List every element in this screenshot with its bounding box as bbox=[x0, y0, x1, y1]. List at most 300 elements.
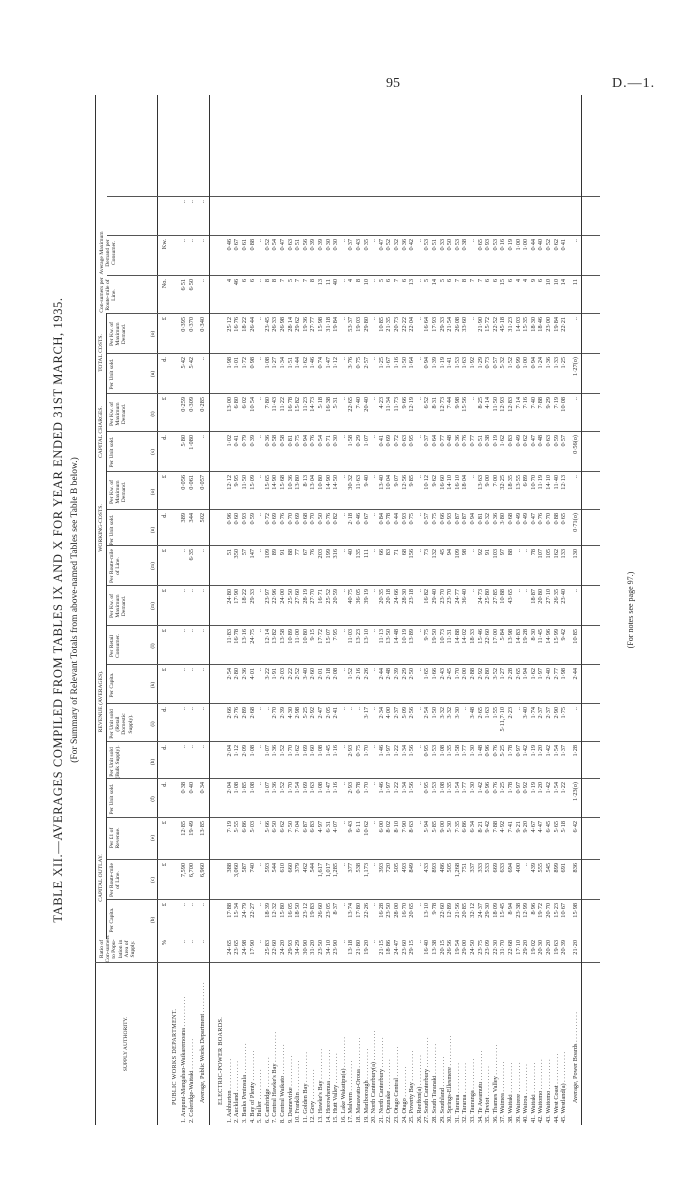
table-cell: 16·64 bbox=[423, 317, 431, 332]
table-cell: 18·50 bbox=[294, 903, 302, 918]
unit-label: d. bbox=[161, 513, 168, 518]
table-cell: 0·37 bbox=[423, 435, 431, 447]
table-cell: 1·75 bbox=[560, 707, 568, 719]
table-cell: 24·20 bbox=[279, 940, 286, 955]
table-cell: 16·82 bbox=[423, 589, 431, 604]
table-cell: 0·056 bbox=[180, 475, 187, 490]
table-cell: 9·29 bbox=[545, 397, 552, 409]
table-cell: 26·98 bbox=[279, 317, 286, 332]
unit-label: £ bbox=[161, 549, 168, 553]
total-costs-group-header: TOTAL COSTS. bbox=[98, 334, 104, 372]
table-cell: 400 bbox=[514, 863, 522, 873]
table-cell: 8·31 bbox=[431, 397, 438, 409]
table-cell: 2·37 bbox=[393, 707, 400, 719]
table-cell: 43·65 bbox=[507, 589, 514, 604]
table-cell: 0·67 bbox=[233, 239, 241, 251]
table-cell: 0·30 bbox=[332, 435, 340, 447]
table-cell: 28·30 bbox=[400, 589, 408, 604]
table-cell: 7·88 bbox=[537, 397, 545, 409]
table-cell: 1·97 bbox=[385, 782, 393, 794]
authority-name: 41. Waitaki . . . . . . . . . . bbox=[529, 1062, 537, 1123]
table-cell: .. bbox=[370, 863, 378, 867]
table-cell: 4·30 bbox=[286, 707, 294, 719]
table-cell: 2·98 bbox=[294, 707, 302, 719]
column-letter: (e) bbox=[150, 834, 156, 842]
table-cell: 1·70 bbox=[362, 745, 370, 757]
table-cell: .. bbox=[370, 513, 378, 517]
table-cell: 505 bbox=[393, 863, 400, 873]
table-cell: .. bbox=[199, 200, 207, 204]
table-cell: 3·30 bbox=[453, 707, 461, 719]
table-cell: 5·31 bbox=[332, 397, 340, 409]
average-row bbox=[572, 95, 579, 1125]
table-cell: .. bbox=[256, 239, 264, 243]
table-cell: 132 bbox=[431, 549, 438, 559]
table-cell: 0·70 bbox=[286, 513, 294, 525]
table-row bbox=[492, 95, 499, 1125]
table-cell: 31·23 bbox=[507, 317, 514, 332]
table-cell: .. bbox=[415, 549, 423, 553]
table-cell: 6·50 bbox=[271, 821, 279, 833]
table-cell: 23·05 bbox=[324, 903, 332, 918]
table-cell: .. bbox=[415, 279, 423, 283]
table-cell: .. bbox=[571, 239, 579, 243]
table-cell: .. bbox=[469, 589, 476, 593]
table-cell: 13·23 bbox=[355, 629, 362, 644]
column-header: Per Unit sold (Bulk Supply). bbox=[109, 745, 122, 779]
column-header: Per Capita. bbox=[109, 672, 115, 698]
table-cell: 2·40 bbox=[545, 668, 552, 680]
table-cell: .. bbox=[256, 668, 264, 672]
table-cell: 0·63 bbox=[545, 435, 552, 447]
table-cell: .. bbox=[370, 821, 378, 825]
table-cell: 0·92 bbox=[522, 782, 530, 794]
table-cell: 0·50 bbox=[317, 513, 324, 525]
table-cell: .. bbox=[187, 239, 195, 243]
table-cell: 18·22 bbox=[241, 317, 248, 332]
table-cell: 2·28 bbox=[507, 668, 514, 680]
table-cell: 0·56 bbox=[301, 239, 309, 251]
table-cell: 669 bbox=[491, 863, 499, 873]
table-cell: 13 bbox=[317, 279, 324, 286]
table-cell: 660 bbox=[286, 863, 294, 873]
table-cell: 21·56 bbox=[453, 903, 461, 918]
table-cell: 26·56 bbox=[446, 940, 454, 955]
table-cell: 17·10 bbox=[514, 940, 522, 955]
table-cell: 0·93 bbox=[241, 513, 248, 525]
unit-label: £ bbox=[161, 475, 168, 479]
table-cell: 0·39 bbox=[248, 435, 256, 447]
table-cell: .. bbox=[370, 745, 378, 749]
table-cell: 0·76 bbox=[279, 513, 286, 525]
unit-label: £ bbox=[161, 317, 168, 321]
table-cell: 6·02 bbox=[241, 397, 248, 409]
table-cell: 1·72 bbox=[241, 357, 248, 369]
table-cell: 15·80 bbox=[279, 903, 286, 918]
column-header: Per Route-mile of Line. bbox=[109, 548, 122, 584]
table-cell: 20·30 bbox=[537, 940, 545, 955]
column-letter: (i) bbox=[150, 721, 156, 727]
unit-label: £ bbox=[161, 668, 168, 672]
table-cell: 0·48 bbox=[446, 435, 454, 447]
table-cell: 1·08 bbox=[263, 357, 271, 369]
table-cell: 0·38 bbox=[180, 782, 187, 794]
unit-label: Kw. bbox=[161, 239, 168, 250]
table-cell: 333 bbox=[476, 863, 484, 873]
table-cell: 1·60 bbox=[309, 745, 317, 757]
table-cell: 11·03 bbox=[347, 629, 355, 644]
table-cell: 15 bbox=[499, 279, 507, 286]
table-cell: 2·04 bbox=[225, 745, 233, 757]
table-cell: 1·00 bbox=[522, 239, 530, 251]
table-cell: 16·78 bbox=[233, 629, 241, 644]
table-cell: .. bbox=[571, 589, 579, 593]
table-cell: 5·18 bbox=[560, 821, 568, 833]
table-cell: 1·50 bbox=[400, 357, 408, 369]
column-letter: (o) bbox=[150, 488, 156, 496]
table-cell: .. bbox=[199, 707, 207, 711]
table-cell: 1·77 bbox=[461, 782, 469, 794]
table-cell: .. bbox=[415, 629, 423, 633]
table-cell: 486 bbox=[438, 863, 446, 873]
column-header: Per Route-mile of Line. bbox=[109, 862, 122, 898]
table-cell: 2·88 bbox=[469, 668, 476, 680]
unit-label: £ bbox=[161, 589, 168, 593]
table-cell: 9·15 bbox=[309, 629, 317, 641]
table-cell: 40·75 bbox=[347, 589, 355, 604]
table-cell: 25·83 bbox=[263, 940, 271, 955]
table-cell: 0·34 bbox=[199, 782, 207, 794]
authority-name: 37. Waimea . . . . . . . . . . bbox=[499, 1061, 507, 1123]
table-cell: 19·84 bbox=[332, 317, 340, 332]
table-cell: 88 bbox=[286, 549, 294, 556]
authority-name: 8. Central Waikato . . . . . . . . . . bbox=[279, 1044, 286, 1123]
table-cell: 22·22 bbox=[400, 317, 408, 332]
table-row bbox=[522, 95, 529, 1125]
table-cell: .. bbox=[180, 589, 187, 593]
table-cell: .. bbox=[187, 668, 195, 672]
table-cell: 1·94 bbox=[522, 668, 530, 680]
table-cell: 16·38 bbox=[324, 397, 332, 412]
table-cell: 2·65 bbox=[514, 668, 522, 680]
table-cell: 0·82 bbox=[332, 513, 340, 525]
table-cell: .. bbox=[339, 397, 347, 401]
table-cell: 13·04 bbox=[309, 475, 317, 490]
table-cell: 6·62 bbox=[279, 821, 286, 833]
table-cell: 0·88 bbox=[248, 239, 256, 251]
table-cell: 610 bbox=[279, 863, 286, 873]
table-cell: 13·55 bbox=[514, 475, 522, 490]
table-title: TABLE XII.—AVERAGES COMPILED FROM TABLES IX AND X FOR YEAR ENDED 31ST MARCH, 1935. bbox=[51, 297, 65, 923]
table-cell: 21·54 bbox=[446, 317, 454, 332]
table-cell: 1·54 bbox=[552, 782, 560, 794]
table-cell: 1·53 bbox=[431, 745, 438, 757]
table-cell: .. bbox=[339, 589, 347, 593]
table-cell: 0·96 bbox=[484, 782, 492, 794]
table-cell: 7·19 bbox=[552, 397, 560, 409]
table-cell: 0·78 bbox=[385, 513, 393, 525]
table-cell: 2·92 bbox=[476, 668, 484, 680]
table-cell: 22·04 bbox=[408, 317, 416, 332]
table-cell: 21·20 bbox=[571, 940, 579, 955]
table-cell: 105 bbox=[545, 549, 552, 559]
table-cell: 83 bbox=[385, 549, 393, 556]
table-cell: 20·70 bbox=[545, 903, 552, 918]
table-cell: 1·25 bbox=[377, 357, 385, 369]
table-cell: 0·93 bbox=[484, 239, 492, 251]
table-cell: 0·96 bbox=[225, 513, 233, 525]
table-cell: 7·40 bbox=[529, 397, 537, 409]
table-cell: 24·80 bbox=[225, 589, 233, 604]
table-cell: 11 bbox=[571, 279, 579, 286]
table-cell: 29·30 bbox=[484, 903, 492, 918]
table-cell: 1·58 bbox=[347, 435, 355, 447]
table-cell: .. bbox=[415, 903, 423, 907]
table-cell: 0·62 bbox=[552, 239, 560, 251]
table-cell: 1·70 bbox=[362, 782, 370, 794]
footer-note: (For notes see page 97.) bbox=[626, 571, 635, 649]
table-cell: 17·00 bbox=[491, 629, 499, 644]
table-cell: 0·19 bbox=[507, 239, 514, 251]
table-row bbox=[507, 95, 514, 1125]
column-letter: (o) bbox=[150, 330, 156, 338]
average-row bbox=[199, 95, 206, 1125]
table-cell: 2·56 bbox=[408, 707, 416, 719]
table-cell: 26·35 bbox=[552, 589, 560, 604]
table-row bbox=[553, 95, 560, 1125]
table-cell: 8·02 bbox=[385, 821, 393, 833]
table-cell: 4 bbox=[225, 279, 233, 283]
table-cell: .. bbox=[256, 549, 264, 553]
table-row bbox=[461, 95, 468, 1125]
table-cell: 1·53 bbox=[431, 782, 438, 794]
table-cell: 0·36 bbox=[453, 435, 461, 447]
table-cell: 4 bbox=[522, 279, 530, 283]
table-cell: 1·92 bbox=[469, 357, 476, 369]
table-cell: 2·66 bbox=[225, 707, 233, 719]
table-cell: 1·45 bbox=[324, 745, 332, 757]
table-cell: 20·40 bbox=[362, 397, 370, 412]
table-cell: 0·69 bbox=[385, 435, 393, 447]
table-cell: 15·34 bbox=[233, 903, 241, 918]
table-cell: 14 bbox=[431, 279, 438, 286]
table-row bbox=[484, 95, 491, 1125]
table-cell: 5·03 bbox=[248, 821, 256, 833]
table-cell: .. bbox=[256, 707, 264, 711]
table-cell: 66 bbox=[377, 549, 385, 556]
table-cell: 0·39 bbox=[309, 239, 317, 251]
table-cell: 337 bbox=[469, 863, 476, 873]
table-cell: 593 bbox=[263, 863, 271, 873]
unit-label: No. bbox=[161, 279, 168, 289]
table-cell: 0·70 bbox=[545, 513, 552, 525]
table-cell: 13·80 bbox=[294, 475, 302, 490]
table-cell: 53·37 bbox=[347, 317, 355, 332]
table-cell: 19·84 bbox=[552, 317, 560, 332]
table-cell: 1·70 bbox=[453, 668, 461, 680]
table-cell: 0·40 bbox=[537, 239, 545, 251]
table-cell: 1·08 bbox=[248, 782, 256, 794]
column-letter: (l) bbox=[150, 643, 156, 649]
table-cell: 39·19 bbox=[362, 589, 370, 604]
table-cell: 28·14 bbox=[286, 317, 294, 332]
table-cell: 10·67 bbox=[560, 903, 568, 918]
table-cell: .. bbox=[347, 707, 355, 711]
table-cell: .. bbox=[187, 903, 195, 907]
table-cell: 11·22 bbox=[279, 397, 286, 412]
table-cell: 1·91 bbox=[271, 668, 279, 680]
table-cell: 4·67 bbox=[529, 821, 537, 833]
table-cell: 0·44 bbox=[529, 239, 537, 251]
table-cell: 7·44 bbox=[446, 397, 454, 409]
table-cell: 0·95 bbox=[423, 782, 431, 794]
authority-name: 9. Dannevirke . . . . . . . . . . bbox=[286, 1055, 294, 1123]
table-cell: 2·50 bbox=[408, 668, 416, 680]
revenue-group-rule bbox=[106, 585, 107, 818]
table-cell: 0·54 bbox=[317, 435, 324, 447]
table-cell: 20·20 bbox=[545, 940, 552, 955]
table-cell: 9·42 bbox=[484, 821, 492, 833]
table-cell: .. bbox=[263, 707, 271, 711]
table-cell: 23·50 bbox=[385, 903, 393, 918]
table-cell: 8·10 bbox=[393, 821, 400, 833]
table-cell: .. bbox=[199, 435, 207, 439]
table-cell: 0·58 bbox=[271, 435, 279, 447]
table-cell: 14·96 bbox=[545, 629, 552, 644]
table-cell: 0·70 bbox=[309, 513, 317, 525]
column-header: Per Unit sold. bbox=[109, 783, 115, 815]
table-cell: 1·53 bbox=[453, 357, 461, 369]
table-cell: 20·85 bbox=[461, 903, 469, 918]
table-cell: 1·52 bbox=[279, 782, 286, 794]
authority-name: 40. Wairoa . . . . . . . . . . bbox=[522, 1064, 530, 1123]
table-cell: 1·62 bbox=[294, 745, 302, 757]
table-cell: 14·03 bbox=[514, 317, 522, 332]
unit-label: d. bbox=[161, 745, 168, 750]
table-cell: 1·29 bbox=[476, 357, 484, 369]
table-cell: 1·01 bbox=[233, 357, 241, 369]
table-cell: 1·24 bbox=[537, 357, 545, 369]
table-cell: 2·89 bbox=[241, 707, 248, 719]
authority-name: 34. Te Awamutu . . . . . . . . . . bbox=[476, 1050, 484, 1123]
table-cell: .. bbox=[199, 279, 207, 283]
table-row bbox=[340, 95, 347, 1125]
table-cell: 24·37 bbox=[476, 903, 484, 918]
table-cell: 8·30 bbox=[529, 629, 537, 641]
table-cell: 0·38 bbox=[484, 435, 492, 447]
table-cell: 0·59 bbox=[552, 435, 560, 447]
table-cell: 4 bbox=[514, 279, 522, 283]
table-cell: 6 bbox=[241, 279, 248, 283]
column-header: Per Kw. of Maximum Demand. bbox=[109, 593, 128, 619]
authority-name: 29. Southland . . . . . . . . . . bbox=[438, 1056, 446, 1123]
table-cell: 21·80 bbox=[355, 940, 362, 955]
unit-label: % bbox=[161, 940, 168, 946]
table-cell: 46 bbox=[233, 279, 241, 286]
page-number: 95 bbox=[386, 76, 400, 91]
table-cell: 1·22 bbox=[393, 782, 400, 794]
table-cell: 1·36 bbox=[545, 357, 552, 369]
table-cell: 6·42 bbox=[571, 821, 579, 833]
table-cell: 6·80 bbox=[233, 397, 241, 409]
table-cell: 316 bbox=[332, 549, 340, 559]
section-heading: ELECTRIC-POWER BOARDS. bbox=[216, 1016, 224, 1105]
table-cell: 18·39 bbox=[263, 903, 271, 918]
table-cell: 0·64 bbox=[431, 435, 438, 447]
table-cell: 10·80 bbox=[301, 629, 309, 644]
table-cell: 0·95 bbox=[423, 745, 431, 757]
authority-name: 26. Reefton(a) . . . . . . . . . . bbox=[415, 1055, 423, 1123]
table-cell: 538 bbox=[355, 863, 362, 873]
table-cell: 2·22 bbox=[286, 668, 294, 680]
table-cell: 3·76 bbox=[347, 357, 355, 369]
table-cell: 1·07 bbox=[362, 435, 370, 447]
table-cell: 6 bbox=[446, 279, 454, 283]
table-cell: 0·46 bbox=[225, 239, 233, 251]
table-cell: .. bbox=[339, 435, 347, 439]
authority-name: 11. Golden Bay . . . . . . . . . . bbox=[301, 1052, 309, 1123]
table-cell: 9·78 bbox=[431, 903, 438, 915]
table-cell: 0·73 bbox=[484, 357, 492, 369]
table-cell: 2·45 bbox=[446, 668, 454, 680]
table-cell: 1·54 bbox=[453, 782, 461, 794]
table-cell: 17·72 bbox=[317, 629, 324, 644]
table-cell: 4 bbox=[347, 279, 355, 283]
table-cell: 2·54 bbox=[423, 707, 431, 719]
table-cell: 28·19 bbox=[301, 589, 309, 604]
table-row bbox=[385, 95, 392, 1125]
table-cell: .. bbox=[180, 940, 187, 944]
table-cell: 1·70 bbox=[286, 782, 294, 794]
table-cell: .. bbox=[469, 317, 476, 321]
table-cell: 9·43 bbox=[347, 821, 355, 833]
table-cell: .. bbox=[469, 475, 476, 479]
table-cell: 71 bbox=[393, 549, 400, 556]
table-row bbox=[309, 95, 316, 1125]
table-cell: 27·60 bbox=[294, 589, 302, 604]
table-cell: 1·98 bbox=[225, 357, 233, 369]
table-cell: 0·56(o) bbox=[571, 435, 579, 454]
table-cell: 10·85 bbox=[377, 317, 385, 332]
table-cell: 0·76 bbox=[309, 435, 317, 447]
table-cell: 9·95 bbox=[233, 475, 241, 487]
authority-name: Average, Public Works Department . . . . . . . . . . bbox=[199, 982, 207, 1103]
table-cell: 10·36 bbox=[286, 475, 294, 490]
table-cell: 1·34 bbox=[400, 782, 408, 794]
table-cell: 29·80 bbox=[362, 317, 370, 332]
table-cell: .. bbox=[256, 357, 264, 361]
table-cell: 2·37 bbox=[537, 707, 545, 719]
table-cell: .. bbox=[339, 821, 347, 825]
table-cell: .. bbox=[522, 549, 530, 553]
authority-name: 4. Bay of Plenty . . . . . . . . . . bbox=[248, 1050, 256, 1123]
table-cell: 0·29 bbox=[355, 435, 362, 447]
table-cell: 0·36 bbox=[263, 435, 271, 447]
column-letter: (m) bbox=[150, 601, 156, 611]
table-cell: 29·00 bbox=[461, 940, 469, 955]
table-cell: 0·52 bbox=[263, 239, 271, 251]
table-cell: 9·40 bbox=[362, 475, 370, 487]
table-cell: 1·97 bbox=[385, 745, 393, 757]
table-cell: 20·59 bbox=[332, 589, 340, 604]
table-cell: .. bbox=[256, 397, 264, 401]
table-cell: 14·10 bbox=[446, 475, 454, 490]
table-cell: 344 bbox=[187, 513, 195, 523]
table-cell: .. bbox=[415, 940, 423, 944]
table-cell: 18·33 bbox=[469, 629, 476, 644]
column-letter: (u) bbox=[150, 370, 156, 378]
table-cell: 1·42 bbox=[545, 782, 552, 794]
